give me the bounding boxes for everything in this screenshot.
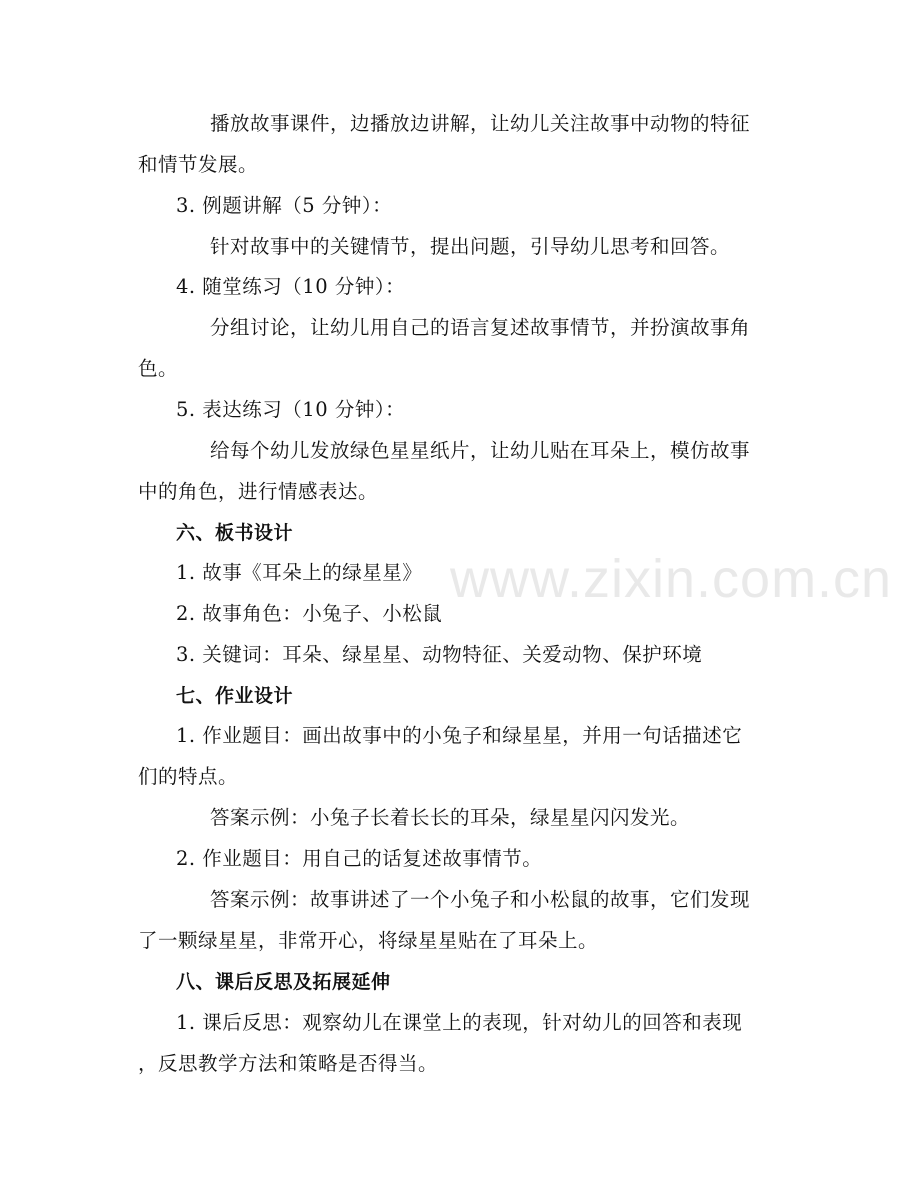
section-heading-7: 七、作业设计 — [176, 685, 294, 707]
list-item: 1. 课后反思：观察幼儿在课堂上的表现，针对幼儿的回答和表现 — [176, 1011, 743, 1034]
list-item: 2. 作业题目：用自己的话复述故事情节。 — [176, 847, 543, 870]
answer-example: 答案示例：小兔子长着长长的耳朵，绿星星闪闪发光。 — [210, 806, 691, 829]
section-heading-6: 六、板书设计 — [176, 522, 294, 544]
paragraph-line: 们的特点。 — [138, 765, 239, 788]
list-item: 3. 关键词：耳朵、绿星星、动物特征、关爱动物、保护环境 — [176, 643, 703, 666]
answer-example: 答案示例：故事讲述了一个小兔子和小松鼠的故事，它们发现 — [210, 888, 751, 911]
paragraph-line: 了一颗绿星星，非常开心，将绿星星贴在了耳朵上。 — [138, 929, 599, 952]
paragraph-line: 中的角色，进行情感表达。 — [138, 480, 379, 503]
paragraph-line: 分组讨论，让幼儿用自己的语言复述故事情节，并扮演故事角 — [210, 316, 751, 339]
paragraph-line: 给每个幼儿发放绿色星星纸片，让幼儿贴在耳朵上，模仿故事 — [210, 439, 751, 462]
paragraph-line: 和情节发展。 — [138, 153, 259, 176]
paragraph-line: 播放故事课件，边播放边讲解，让幼儿关注故事中动物的特征 — [210, 112, 751, 135]
list-item-3: 3. 例题讲解（5 分钟）： — [176, 194, 393, 217]
list-item: 1. 故事《耳朵上的绿星星》 — [176, 561, 423, 584]
watermark: www.zixin.com.cn — [450, 549, 893, 609]
paragraph-line: 色。 — [138, 357, 179, 380]
list-item-4: 4. 随堂练习（10 分钟）： — [176, 275, 406, 298]
section-heading-8: 八、课后反思及拓展延伸 — [176, 971, 391, 993]
list-item: 2. 故事角色：小兔子、小松鼠 — [176, 602, 443, 625]
paragraph-line: ，反思教学方法和策略是否得当。 — [138, 1052, 439, 1075]
list-item-5: 5. 表达练习（10 分钟）： — [176, 398, 406, 421]
paragraph-line: 针对故事中的关键情节，提出问题，引导幼儿思考和回答。 — [210, 235, 731, 258]
list-item: 1. 作业题目：画出故事中的小兔子和绿星星，并用一句话描述它 — [176, 724, 743, 747]
